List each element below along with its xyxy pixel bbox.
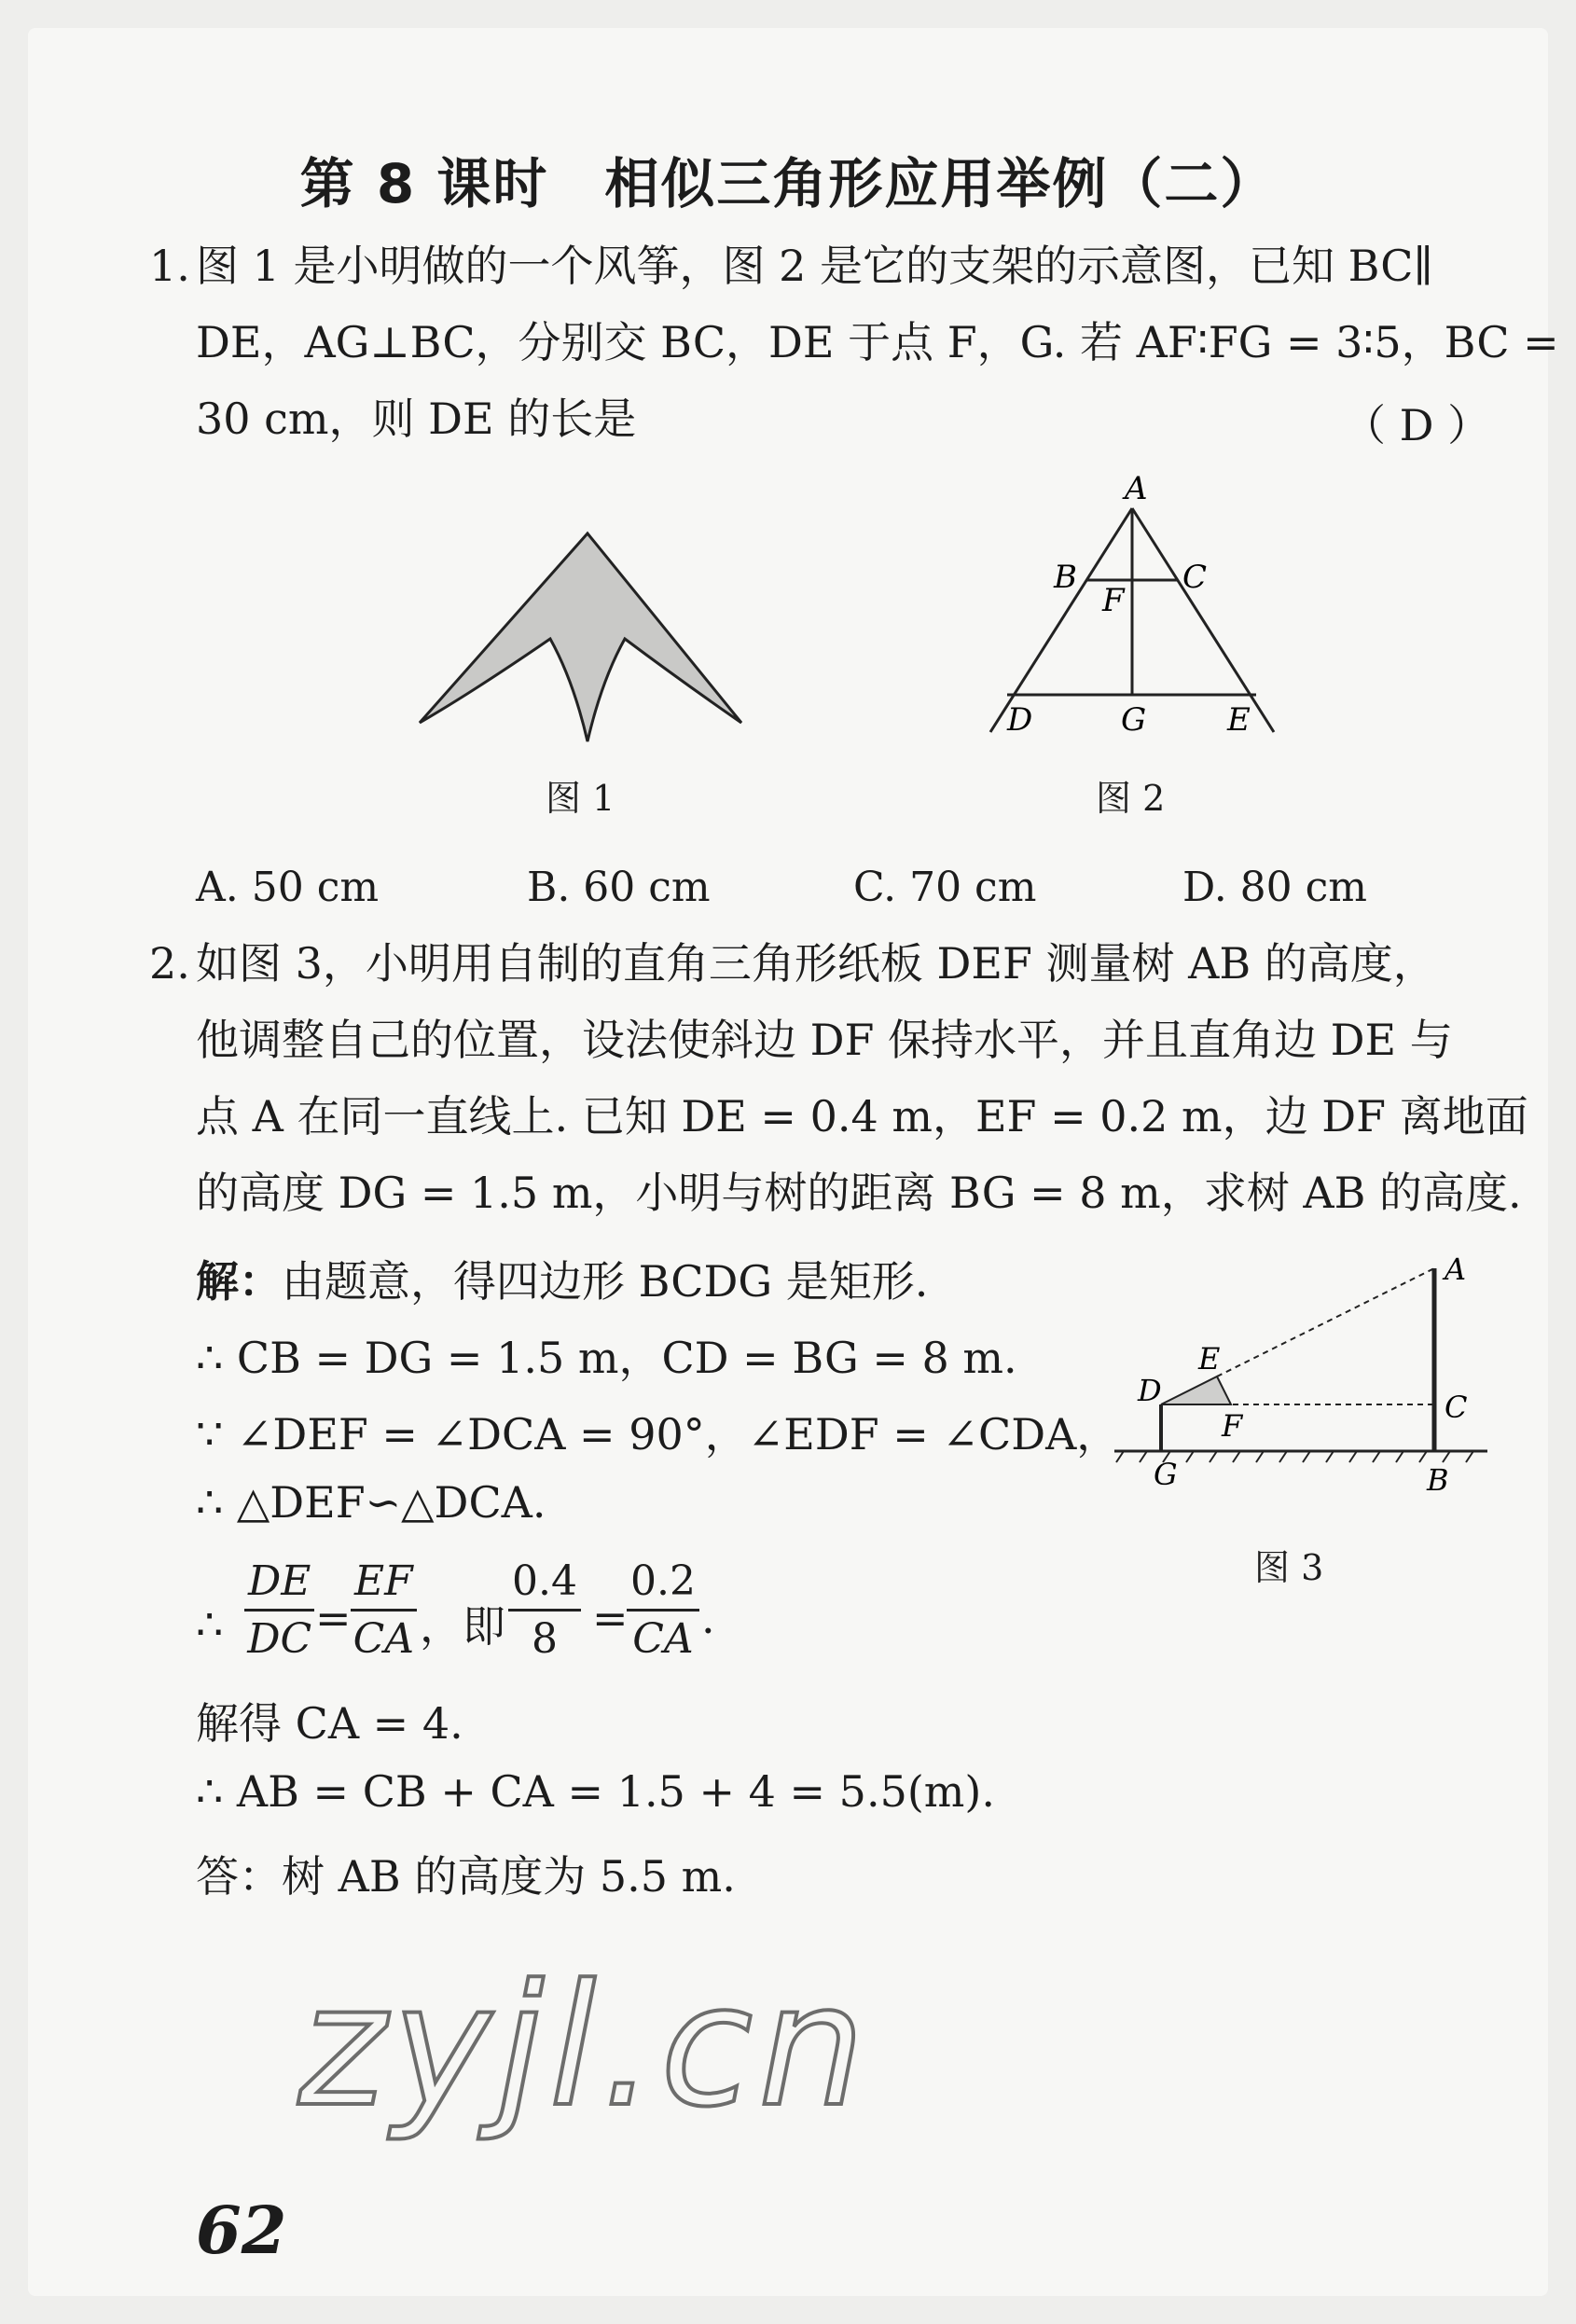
fig3-label-e: E [1198, 1341, 1221, 1376]
solution-line-4: ∴ △DEF∽△DCA. [196, 1477, 546, 1528]
solution-line-7: ∴ AB = CB + CA = 1.5 + 4 = 5.5(m). [196, 1766, 995, 1817]
q2-line-2: 他调整自己的位置，设法使斜边 DF 保持水平，并且直角边 DE 与 [196, 1015, 1453, 1065]
q1-line-3: 30 cm，则 DE 的长是 [196, 394, 637, 444]
page-title: 第 8 课时 相似三角形应用举例（二） [299, 152, 1277, 215]
fig2-label-f: F [1102, 582, 1125, 619]
q2-line-3: 点 A 在同一直线上. 已知 DE = 0.4 m，EF = 0.2 m，边 DF 离地面 [196, 1091, 1528, 1141]
q1-option-b: B. 60 cm [527, 864, 711, 911]
fraction-de-dc-numerator: DE [244, 1557, 314, 1612]
fraction-04-8-numerator: 0.4 [508, 1557, 581, 1612]
fig3-label-a: A [1445, 1252, 1467, 1287]
fig2-label-e: E [1227, 701, 1251, 739]
q2-number: 2. [149, 938, 190, 989]
q1-line-1: 图 1 是小明做的一个风筝，图 2 是它的支架的示意图，已知 BC∥ [196, 241, 1433, 291]
q1-number: 1. [149, 241, 190, 291]
fraction-02-ca [627, 1557, 699, 1663]
q1-option-d: D. 80 cm [1182, 864, 1368, 911]
frame-figure [979, 471, 1287, 751]
fig2-label-a: A [1125, 471, 1148, 507]
q1-option-a: A. 50 cm [196, 864, 380, 911]
fig2-side-ae [1132, 508, 1274, 732]
fig3-label-f: F [1222, 1408, 1243, 1444]
solution-text-1: 由题意，得四边形 BCDG 是矩形. [282, 1256, 929, 1307]
solution-label: 解： [196, 1256, 282, 1307]
fig3-label-c: C [1445, 1390, 1468, 1425]
solution-line-2: ∴ CB = DG = 1.5 m，CD = BG = 8 m. [196, 1333, 1017, 1383]
fraction-ef-ca-numerator: EF [351, 1557, 417, 1612]
q2-line-1: 如图 3，小明用自制的直角三角形纸板 DEF 测量树 AB 的高度， [196, 938, 1436, 989]
fig3-sight-line [1217, 1268, 1434, 1376]
fig2-side-ad [990, 508, 1132, 732]
fig3-caption: 图 3 [1254, 1547, 1324, 1588]
fraction-ef-ca-denominator: CA [353, 1615, 415, 1663]
solution-line-1 [196, 1248, 928, 1309]
kite-figure [401, 522, 755, 746]
solution-line-8: 答：树 AB 的高度为 5.5 m. [196, 1851, 736, 1902]
solution-line-3: ∵ ∠DEF = ∠DCA = 90°，∠EDF = ∠CDA， [196, 1409, 1120, 1459]
fig2-label-c: C [1182, 559, 1208, 596]
fig3-label-b: B [1427, 1462, 1449, 1498]
equals-sign-2: = [592, 1593, 629, 1643]
fraction-02-ca-denominator: CA [632, 1615, 694, 1663]
q1-line-2: DE，AG⊥BC，分别交 BC，DE 于点 F，G. 若 AF∶FG = 3∶5，BC = [196, 317, 1559, 367]
solution-line-5-mid: ，即 [420, 1601, 505, 1652]
fraction-de-dc [244, 1557, 314, 1663]
fraction-02-ca-numerator: 0.2 [627, 1557, 699, 1612]
watermark: zyjl.cn [298, 1949, 871, 2144]
fraction-ef-ca [351, 1557, 417, 1663]
solution-line-5-prefix: ∴ [196, 1599, 224, 1650]
tree-figure [1105, 1240, 1497, 1511]
fig3-triangle-def [1161, 1376, 1231, 1404]
q2-line-4: 的高度 DG = 1.5 m，小明与树的距离 BG = 8 m，求树 AB 的高度. [196, 1168, 1522, 1218]
solution-line-6: 解得 CA = 4. [196, 1698, 463, 1749]
fig3-label-d: D [1138, 1373, 1162, 1408]
q1-answer: （ D ） [1343, 400, 1491, 450]
fraction-04-8 [508, 1557, 581, 1663]
fig2-label-b: B [1054, 559, 1077, 596]
fig2-caption: 图 2 [1096, 778, 1166, 819]
kite-shape [420, 533, 741, 741]
page-number: 62 [196, 2192, 287, 2269]
fig2-label-g: G [1121, 701, 1147, 739]
period: . [701, 1593, 715, 1643]
fraction-04-8-denominator: 8 [531, 1615, 558, 1663]
q1-option-c: C. 70 cm [853, 864, 1037, 911]
equals-sign-1: = [315, 1593, 352, 1643]
fig2-label-d: D [1007, 701, 1033, 739]
fig1-caption: 图 1 [546, 778, 615, 819]
fig3-label-g: G [1154, 1457, 1178, 1492]
fraction-de-dc-denominator: DC [247, 1615, 312, 1663]
